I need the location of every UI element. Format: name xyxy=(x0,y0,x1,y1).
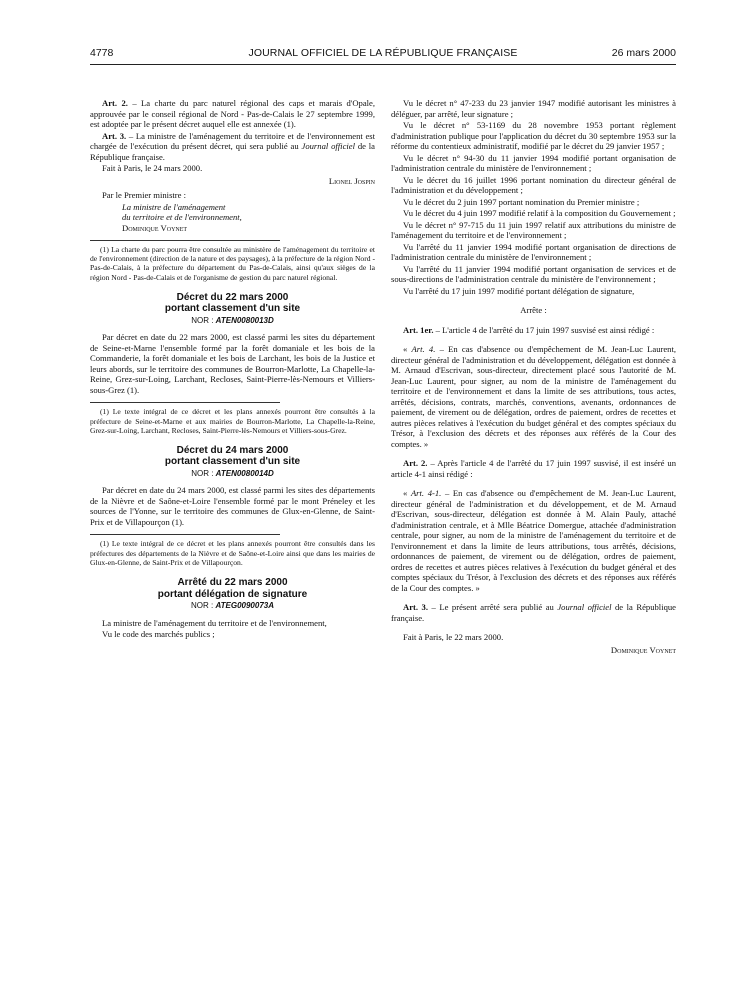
par-le-premier-ministre: Par le Premier ministre : xyxy=(102,190,187,200)
page-header xyxy=(90,47,676,61)
article-3-text: – La ministre de l'aménagement du territoire et de l'environnement est chargée de l'exécution du présent décret, qui sera publié au xyxy=(90,130,376,151)
arrete-vu-marches: Vu le code des marchés publics ; xyxy=(102,629,215,640)
decree-1-title-line-2: portant classement d'un site xyxy=(164,303,301,315)
decree-1-footnote xyxy=(90,407,375,435)
article-3-text-end: de la République française. xyxy=(90,141,375,162)
journal-officiel-ref: Journal officiel xyxy=(301,141,355,151)
ministre-line-1: La ministre de l'aménagement xyxy=(122,201,226,212)
spacer xyxy=(391,594,676,602)
arrete-article-3-text: – Le présent arrêté sera publié au xyxy=(428,602,558,612)
vu-clause: Vu le décret n° 97-715 du 11 juin 1997 relatif aux attributions du ministre de l'aménagement du territoire et de l'environnement ; xyxy=(391,219,676,240)
article-2-label: Art. 2. xyxy=(102,98,128,108)
article-3-label: Art. 3. xyxy=(102,130,127,141)
decree-1-title xyxy=(90,292,375,315)
arrete-article-3-label: Art. 3. xyxy=(403,602,428,612)
header-rule xyxy=(90,64,676,65)
left-column xyxy=(90,98,375,641)
decree-2-footnote-text: (1) Le texte intégral de ce décret et les plans annexés pourront être consultés dans les préfectures des départements de la Nièvre et de Saône-et-Loire ainsi que dans les mairies de Glux-en-Glenne, de Saint-Prix et de Villapourçon. xyxy=(90,539,375,567)
decree-1-nor xyxy=(90,316,375,327)
right-column xyxy=(391,98,676,659)
arrete-article-2-text: – Après l'article 4 de l'arrêté du 17 juin 1997 susvisé, il est inséré un article 4-1 ainsi rédigé : xyxy=(391,458,677,479)
footnote-rule xyxy=(90,534,280,535)
arrete-nor-code: ATEG0090073A xyxy=(215,601,274,611)
arrete-done-at: Fait à Paris, le 22 mars 2000. xyxy=(403,632,504,642)
spacer xyxy=(391,336,676,344)
vu-clause: Vu le décret du 2 juin 1997 portant nomination du Premier ministre ; xyxy=(403,196,640,207)
signature-voynet: Dominique Voynet xyxy=(610,644,676,655)
journal-title: JOURNAL OFFICIEL DE LA RÉPUBLIQUE FRANÇAISE xyxy=(248,47,518,59)
vu-clause: Vu le décret n° 47-233 du 23 janvier 1947 modifié autorisant les ministres à déléguer, par arrêté, leur signature ; xyxy=(391,98,676,119)
vu-clause: Vu le décret du 16 juillet 1996 portant nomination du directeur général de l'administration et du développement ; xyxy=(391,174,676,195)
decree-2-title-line-1: Décret du 24 mars 2000 xyxy=(176,444,289,456)
page-number: 4778 xyxy=(90,47,114,59)
ministre-name: Dominique Voynet xyxy=(122,222,188,233)
decree-2-footnote xyxy=(90,539,375,567)
arrete-title-line-2: portant délégation de signature xyxy=(157,588,308,600)
decree-1-text: Par décret en date du 22 mars 2000, est classé parmi les sites du département de Seine-et-Marne l'ensemble formé par la forêt domaniale et les bois de la Commanderie, la forêt domaniale et les bois de Larchant, les bois de la Justice et leurs abords, sur le territoire des communes de Bourron-Marlotte, La Chapelle-la-Reine, Grez-sur-Loing, Larchant, Recloses, Saint-Pierre-lès-Nemours et Villiers-sous-Grez (1). xyxy=(90,332,375,395)
vu-clause: Vu le décret n° 94-30 du 11 janvier 1994 modifié portant organisation de l'administration centrale du ministère de l'environnement ; xyxy=(391,152,676,173)
issue-date: 26 mars 2000 xyxy=(611,47,676,59)
spacer xyxy=(391,624,676,632)
article-2-text: – La charte du parc naturel régional des caps et marais d'Opale, approuvée par le conseil régional de Nord - Pas-de-Calais le 27 septembre 1999, est adoptée par le présent décret auquel elle est annexée (1). xyxy=(90,98,376,129)
arrete-article-1-text: – L'article 4 de l'arrêté du 17 juin 1997 susvisé est ainsi rédigé : xyxy=(433,324,655,335)
decree-2-nor xyxy=(90,469,375,480)
article-2-paragraph xyxy=(90,98,375,130)
spacer xyxy=(391,450,676,458)
arrete-article-3-text-end: de la République française. xyxy=(391,602,676,623)
footnote-rule xyxy=(90,402,280,403)
decree-2-title xyxy=(90,445,375,468)
article-4-1-text: – En cas d'absence ou d'empêchement de M. Jean-Luc Laurent, directeur général de l'administration et du développement, et de M. Arnaud d'Escrivan, sous-directeur, délégation est donnée à M. Alain Pauly, attaché d'administration centrale, et à Mlle Béatrice Domergue, attachée d'administration centrale, pour signer, au nom de la ministre de l'aménagement du territoire et de l'environnement et dans la limite de leurs attributions, tous arrêtés, décisions, ordonnances de paiement, de virement ou de délégation, ordres de paiement, ordres de recettes et autres pièces relatives à l'exécution du budget général et des comptes spéciaux du Trésor, à l'exclusion des décrets et des réponses aux référés de la Cour des comptes. » xyxy=(391,488,676,593)
article-4-label: Art. 4. xyxy=(411,344,436,354)
article-4-1-label: Art. 4-1. xyxy=(410,488,442,498)
article-3-paragraph xyxy=(90,131,375,163)
decree-1-nor-label: NOR : xyxy=(191,315,216,325)
vu-clause: Vu l'arrêté du 11 janvier 1994 modifié portant organisation de directions de l'administration centrale du ministère de l'environnement ; xyxy=(391,241,676,262)
decree-2-text: Par décret en date du 24 mars 2000, est classé parmi les sites des départements de la Nièvre et de Saône-et-Loire l'ensemble formé par le mont Préneley et les sources de l'Yonne, sur le territoire des communes de Glux-en-Glenne, de Saint-Prix et de Villapourçon (1). xyxy=(90,485,375,527)
arrete-article-2 xyxy=(391,458,676,479)
article-4-paragraph: « Art. 4. – En cas d'absence ou d'empêchement de M. Jean-Luc Laurent, directeur général de l'administration et du développement, délégation est donnée à M. Arnaud d'Escrivan, sous-directeur, directement placé sous l'autorité de M. Jean-Luc Laurent, pour signer, au nom de la ministre de l'aménagement du territoire et de l'environnement et dans la limite de ses attributions, tous actes, arrêtés, décisions, contrats, marchés, conventions, avenants, ordonnances de paiement, de virement ou de délégation, ordres de paiement, ordres de recettes et autres pièces relatives à l'exécution du budget général et des comptes spéciaux du Trésor, à l'exclusion des décrets et des réponses aux référés de la Cour des comptes. » xyxy=(391,344,676,449)
arrete-article-1-label: Art. 1er. xyxy=(403,324,434,335)
arrete-article-1 xyxy=(391,325,676,336)
arrete-nor xyxy=(90,601,375,612)
journal-officiel-ref: Journal officiel xyxy=(557,602,612,612)
decree-1-title-line-1: Décret du 22 mars 2000 xyxy=(176,291,289,303)
arrete-ministre-line: La ministre de l'aménagement du territoire et de l'environnement, xyxy=(102,617,327,628)
decree-2-nor-code: ATEN0080014D xyxy=(215,468,274,478)
vu-clause: Vu le décret n° 53-1169 du 28 novembre 1953 portant règlement d'administration publique pour l'application du décret du 30 septembre 1953 sur la réforme du contentieux administratif, modifié par le décret du 29 janvier 1957 ; xyxy=(391,120,676,151)
article-4-text: – En cas d'absence ou d'empêchement de M. Jean-Luc Laurent, directeur général de l'administration et du développement, délégation est donnée à M. Arnaud d'Escrivan, sous-directeur, directement placé sous l'autorité de M. Jean-Luc Laurent, pour signer, au nom de la ministre de l'aménagement du territoire et de l'environnement et dans la limite de ses attributions, tous actes, arrêtés, décisions, contrats, marchés, conventions, avenants, ordonnances de paiement, de virement ou de délégation, ordres de paiement, ordres de recettes et autres pièces relatives à l'exécution du budget général et des comptes spéciaux du Trésor, à l'exclusion des décrets et des réponses aux référés de la Cour des comptes. » xyxy=(391,344,676,449)
ministre-line-2: du territoire et de l'environnement, xyxy=(122,212,242,222)
vu-clause: Vu l'arrêté du 17 juin 1997 modifié portant délégation de signature, xyxy=(403,285,635,296)
footnote-rule xyxy=(90,240,280,241)
arrete-article-2-label: Art. 2. xyxy=(403,458,428,468)
spacer xyxy=(391,317,676,325)
arrete-nor-label: NOR : xyxy=(190,601,216,611)
article-4-1-paragraph: « Art. 4-1. – En cas d'absence ou d'empêchement de M. Jean-Luc Laurent, directeur général de l'administration et du développement, et de M. Arnaud d'Escrivan, sous-directeur, délégation est donnée à M. Alain Pauly, attaché d'administration centrale, et à Mlle Béatrice Domergue, attachée d'administration centrale, pour signer, au nom de la ministre de l'aménagement du territoire et de l'environnement et dans la limite de leurs attributions, tous arrêtés, décisions, ordonnances de paiement, de virement ou de délégation, ordres de paiement, ordres de recettes et autres pièces relatives à l'exécution du budget général et des comptes spéciaux du Trésor, à l'exclusion des décrets et des réponses aux référés de la Cour des comptes. » xyxy=(391,488,676,593)
decree-1-footnote-text: (1) Le texte intégral de ce décret et les plans annexés pourront être consultés à la préfecture de Seine-et-Marne et aux mairies de Bourron-Marlotte, La Chapelle-la-Reine, Grez-sur-Loing, Larchant, Recloses, Saint-Pierre-lès-Nemours et Villiers-sous-Grez. xyxy=(90,407,375,435)
vu-clause: Vu l'arrêté du 11 janvier 1994 modifié portant organisation de services et de sous-directions de l'administration centrale du ministère de l'environnement ; xyxy=(391,263,676,284)
decree-2-title-line-2: portant classement d'un site xyxy=(164,456,301,468)
arrete-article-3 xyxy=(391,602,676,623)
decree-2-nor-label: NOR : xyxy=(191,468,216,478)
vu-clause: Vu le décret du 4 juin 1997 modifié relatif à la composition du Gouvernement ; xyxy=(403,208,676,218)
spacer xyxy=(391,297,676,305)
footnote-charte-text: (1) La charte du parc pourra être consultée au ministère de l'aménagement du territoire et de l'environnement (direction de la nature et des paysages), à la préfecture de la région Nord - Pas-de-Calais, à la préfecture du département du Pas-de-Calais, ainsi qu'aux sièges de la région Nord - Pas-de-Calais et de l'organisme de gestion du parc naturel régional. xyxy=(90,245,375,282)
arrete-heading: Arrête : xyxy=(520,305,547,315)
arrete-title-line-1: Arrêté du 22 mars 2000 xyxy=(177,577,288,589)
signature-jospin: Lionel Jospin xyxy=(328,175,375,186)
decree-1-nor-code: ATEN0080013D xyxy=(215,315,274,325)
footnote-charte xyxy=(90,245,375,282)
done-at: Fait à Paris, le 24 mars 2000. xyxy=(102,163,203,173)
arrete-title xyxy=(90,577,375,600)
spacer xyxy=(391,480,676,488)
